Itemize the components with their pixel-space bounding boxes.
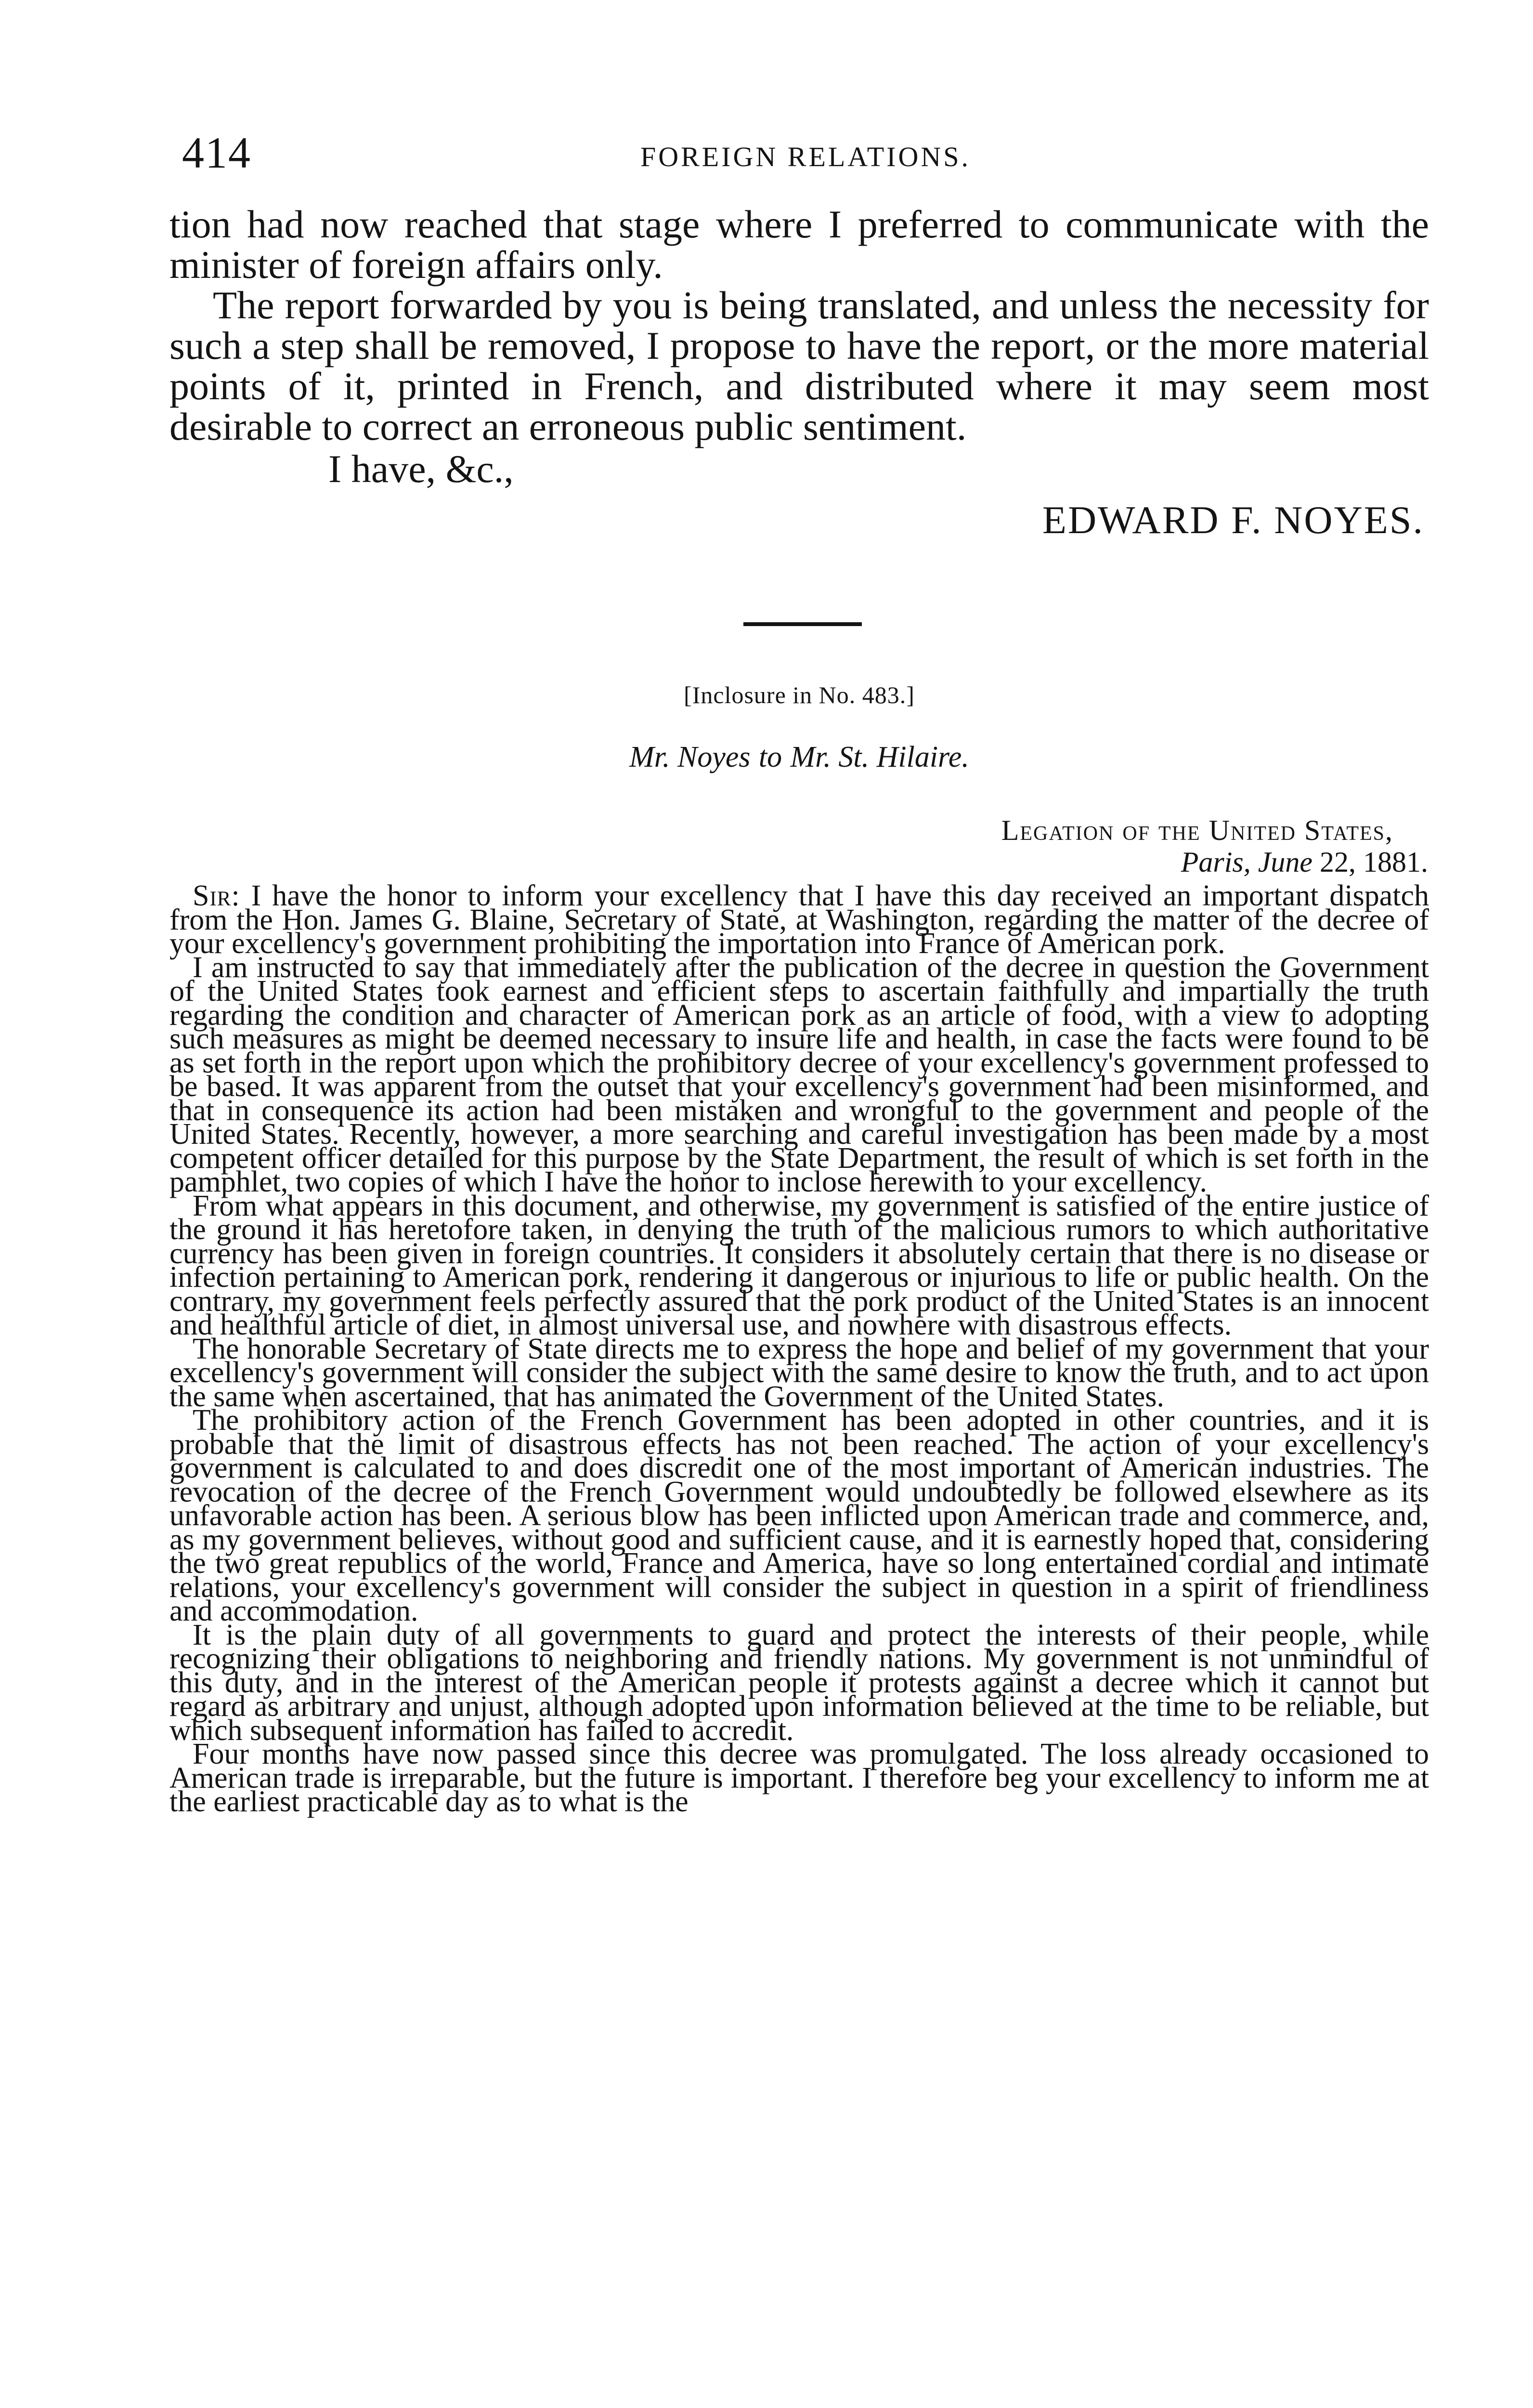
paragraph: I am instructed to say that immediately after the publication of the decree in question the Government of the United States took earnest and efficient steps to ascertain faithfully and impartially the truth regarding the condition and character of American pork as an article of food, with a view to adopting such measures as might be deemed necessary to insure life and health, in case the facts were found to be as set forth in the report upon which the prohibitory decree of your excellency's government professed to be based. It was apparent from the outset that your excellency's government had been misinformed, and that in consequence its action had been mistaken and wrongful to the government and people of the United States. Recently, however, a more searching and careful investigation has been made by a most competent officer detailed for this purpose by the State Department, the result of which is set forth in the pamphlet, two copies of which I have the honor to inclose herewith to your excellency. (169, 951, 1429, 1198)
closing: I have, &c., (328, 447, 514, 491)
dateline-place: Paris, (1181, 846, 1251, 878)
running-head: FOREIGN RELATIONS. (640, 141, 971, 172)
letter-title (169, 738, 1429, 776)
paragraph: It is the plain duty of all governments to guard and protect the interests of their people, while recognizing their obligations to neighboring and friendly nations. My government is not unmindful of this duty, and in the interest of the American people it protests against a decree which it cannot but regard as arbitrary and unjust, although adopted upon information believed at the time to be reliable, but which subsequent information has failed to accredit. (169, 1618, 1429, 1747)
page-number: 414 (182, 128, 251, 177)
paragraph: tion had now reached that stage where I preferred to communicate with the minister of foreign affairs only. (169, 202, 1429, 287)
paragraph: From what appears in this document, and otherwise, my government is satisfied of the entire justice of the ground it has heretofore taken, in denying the truth of the malicious rumors to which authoritative currency has been given in foreign countries. It considers it absolutely certain that there is no disease or infection pertaining to American pork, rendering it dangerous or injurious to life or public health. On the contrary, my government feels perfectly assured that the pork product of the United States is an innocent and healthful article of diet, in almost universal use, and nowhere with disastrous effects. (169, 1189, 1429, 1341)
letter-to: Mr. St. Hilaire. (790, 741, 969, 773)
paragraph: Four months have now passed since this decree was promulgated. The loss already occasioned to American trade is irreparable, but the future is important. I therefore beg your excellency to inform me at the earliest practicable day as to what is the (169, 1738, 1429, 1818)
letter-from: Mr. Noyes (629, 741, 751, 773)
legation-line: Legation of the United States, (1001, 814, 1393, 846)
dateline-day-year: 22, 1881. (1320, 846, 1428, 878)
letter-to-word: to (758, 741, 782, 773)
dateline-month: June (1258, 846, 1312, 878)
section-divider (743, 622, 862, 626)
paragraph-text: I have the honor to inform your excellency that I have this day received an important dispatch from the Hon. James G. Blaine, Secretary of State, at Washington, regarding the matter of the decree of your excellency's government prohibiting the importation into France of American pork. (169, 879, 1429, 960)
paragraph (169, 879, 1429, 960)
paragraph: The report forwarded by you is being translated, and unless the necessity for such a step shall be removed, I propose to have the report, or the more material points of it, printed in French, and distributed where it may seem most desirable to correct an erroneous public sentiment. (169, 283, 1429, 448)
page-header (182, 126, 1429, 179)
paragraph: The prohibitory action of the French Government has been adopted in other countries, and it is probable that the limit of disastrous effects has not been reached. The action of your excellency's government is calculated to and does discredit one of the most important of American industries. The revocation of the decree of the French Government would undoubtedly be followed elsewhere as its unfavorable action has been. A serious blow has been inflicted upon American trade and commerce, and, as my government believes, without good and sufficient cause, and it is earnestly hoped that, considering the two great republics of the world, France and America, have so long entertained cordial and intimate relations, your excellency's government will consider the subject in question in a spirit of friendliness and accommodation. (169, 1404, 1429, 1627)
salutation: Sir: (193, 879, 240, 912)
letter-body (169, 879, 1429, 1818)
dispatch-continuation (169, 204, 1429, 549)
inclosure-note: [Inclosure in No. 483.] (684, 681, 915, 708)
dateline (1181, 847, 1428, 877)
signature: EDWARD F. NOYES. (1042, 498, 1424, 542)
paragraph: The honorable Secretary of State directs me to express the hope and belief of my government that your excellency's government will consider the subject with the same desire to know the truth, and to act upon the same when ascertained, that has animated the Government of the United States. (169, 1332, 1429, 1413)
